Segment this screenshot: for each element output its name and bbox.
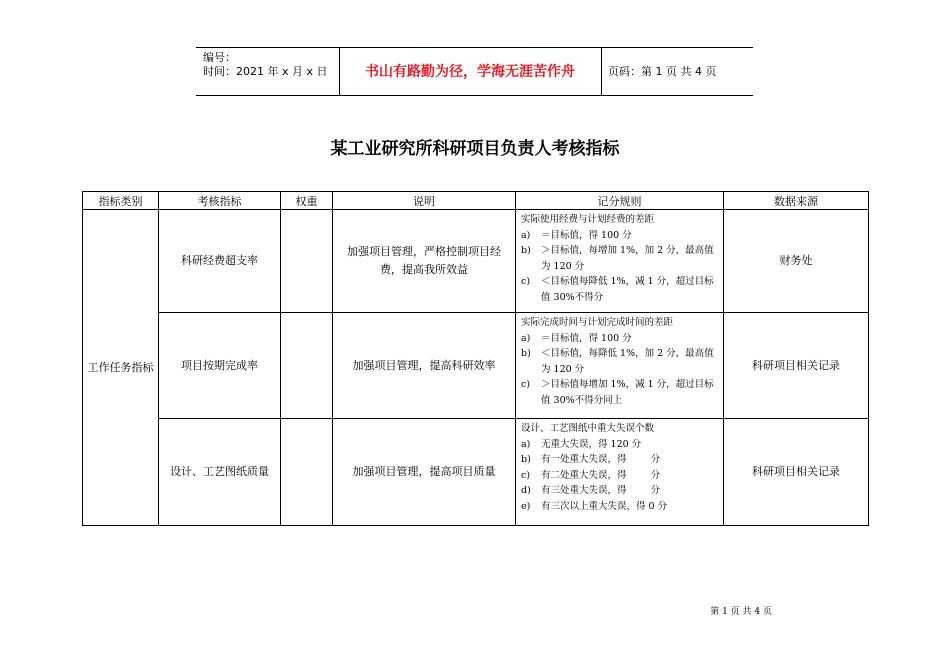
indicator-cell: 科研经费超支率	[159, 210, 281, 313]
source-cell: 科研项目相关记录	[724, 313, 869, 419]
source-cell: 财务处	[724, 210, 869, 313]
rule-text: ＞目标值每增加 1%，减 1 分，超过目标值 30%不得分同上	[541, 379, 714, 406]
table-row	[83, 313, 869, 419]
rule-label: e)	[521, 500, 531, 512]
page-title: 某工业研究所科研项目负责人考核指标	[330, 139, 620, 159]
rule-text: 有一处重大失误，得 分	[541, 454, 661, 465]
rule-text: 有三次以上重大失误，得 0 分	[541, 500, 668, 512]
rule-label: b)	[521, 245, 531, 256]
rule-item	[521, 243, 719, 274]
rule-item	[521, 499, 719, 515]
weight-cell	[281, 313, 333, 419]
header-divider	[601, 47, 602, 95]
column-header: 数据来源	[724, 192, 869, 210]
column-header: 说明	[333, 192, 516, 210]
time-label: 时间：2021 年 x 月 x 日	[203, 65, 328, 78]
header-motto: 书山有路勤为径，学海无涯苦作舟	[365, 64, 575, 80]
rule-item	[521, 483, 719, 499]
rule-text: 无重大失误，得 120 分	[541, 438, 642, 450]
column-header: 权重	[281, 192, 333, 210]
source-cell: 科研项目相关记录	[724, 419, 869, 526]
rule-label: c)	[521, 379, 531, 390]
rules-cell	[516, 210, 724, 313]
rule-text: ＞目标值，每增加 1%，加 2 分，最高值为 120 分	[541, 245, 714, 272]
document-header	[196, 47, 753, 95]
rule-item	[521, 468, 719, 484]
rules-title: 实际使用经费与计划经费的差距	[521, 214, 655, 225]
rule-label: d)	[521, 485, 531, 496]
rule-item	[521, 331, 719, 347]
rule-text: ＜目标值，每降低 1%，加 2 分，最高值为 120 分	[541, 348, 714, 375]
rules-cell	[516, 419, 724, 526]
rule-text: 有二处重大失误，得 分	[541, 469, 661, 481]
weight-cell	[281, 210, 333, 313]
weight-cell	[281, 419, 333, 526]
rule-item	[521, 437, 719, 453]
table-row	[83, 210, 869, 313]
rule-label: a)	[521, 229, 531, 241]
rules-title: 实际完成时间与计划完成时间的差距	[521, 317, 674, 328]
header-meta	[203, 51, 328, 79]
header-bottom-rule	[196, 95, 753, 96]
rule-item	[521, 274, 719, 305]
rule-text: ＜目标值每降低 1%，减 1 分，超过目标值 30%不得分	[541, 276, 714, 303]
table-header-row	[83, 192, 869, 210]
rule-text: ＝目标值，得 100 分	[541, 229, 632, 241]
column-header: 考核指标	[159, 192, 281, 210]
description-cell: 加强项目管理，提高项目质量	[333, 419, 516, 526]
table-row	[83, 419, 869, 526]
rule-label: b)	[521, 348, 531, 359]
rule-label: a)	[521, 332, 531, 344]
rule-item	[521, 346, 719, 377]
indicator-cell: 设计、工艺图纸质量	[159, 419, 281, 526]
page-footer: 第 1 页 共 4 页	[710, 607, 772, 617]
rule-item	[521, 452, 719, 468]
rule-label: a)	[521, 438, 531, 450]
rule-item	[521, 228, 719, 244]
category-cell: 工作任务指标	[83, 210, 159, 526]
column-header: 指标类别	[83, 192, 159, 210]
rule-label: c)	[521, 276, 531, 287]
number-label: 编号：	[203, 51, 236, 64]
indicator-cell: 项目按期完成率	[159, 313, 281, 419]
rules-cell	[516, 313, 724, 419]
rule-text: 有三处重大失误，得 分	[541, 485, 661, 496]
assessment-table	[82, 191, 869, 526]
column-header: 记分规则	[516, 192, 724, 210]
rule-text: ＝目标值，得 100 分	[541, 332, 632, 344]
description-cell: 加强项目管理，提高科研效率	[333, 313, 516, 419]
rules-title: 设计、工艺图纸中重大失误个数	[521, 423, 655, 434]
header-page-info: 页码：第 1 页 共 4 页	[608, 65, 717, 78]
description-cell: 加强项目管理，严格控制项目经费，提高我所效益	[333, 210, 516, 313]
rule-label: c)	[521, 469, 531, 481]
rule-label: b)	[521, 454, 531, 465]
rule-item	[521, 377, 719, 408]
